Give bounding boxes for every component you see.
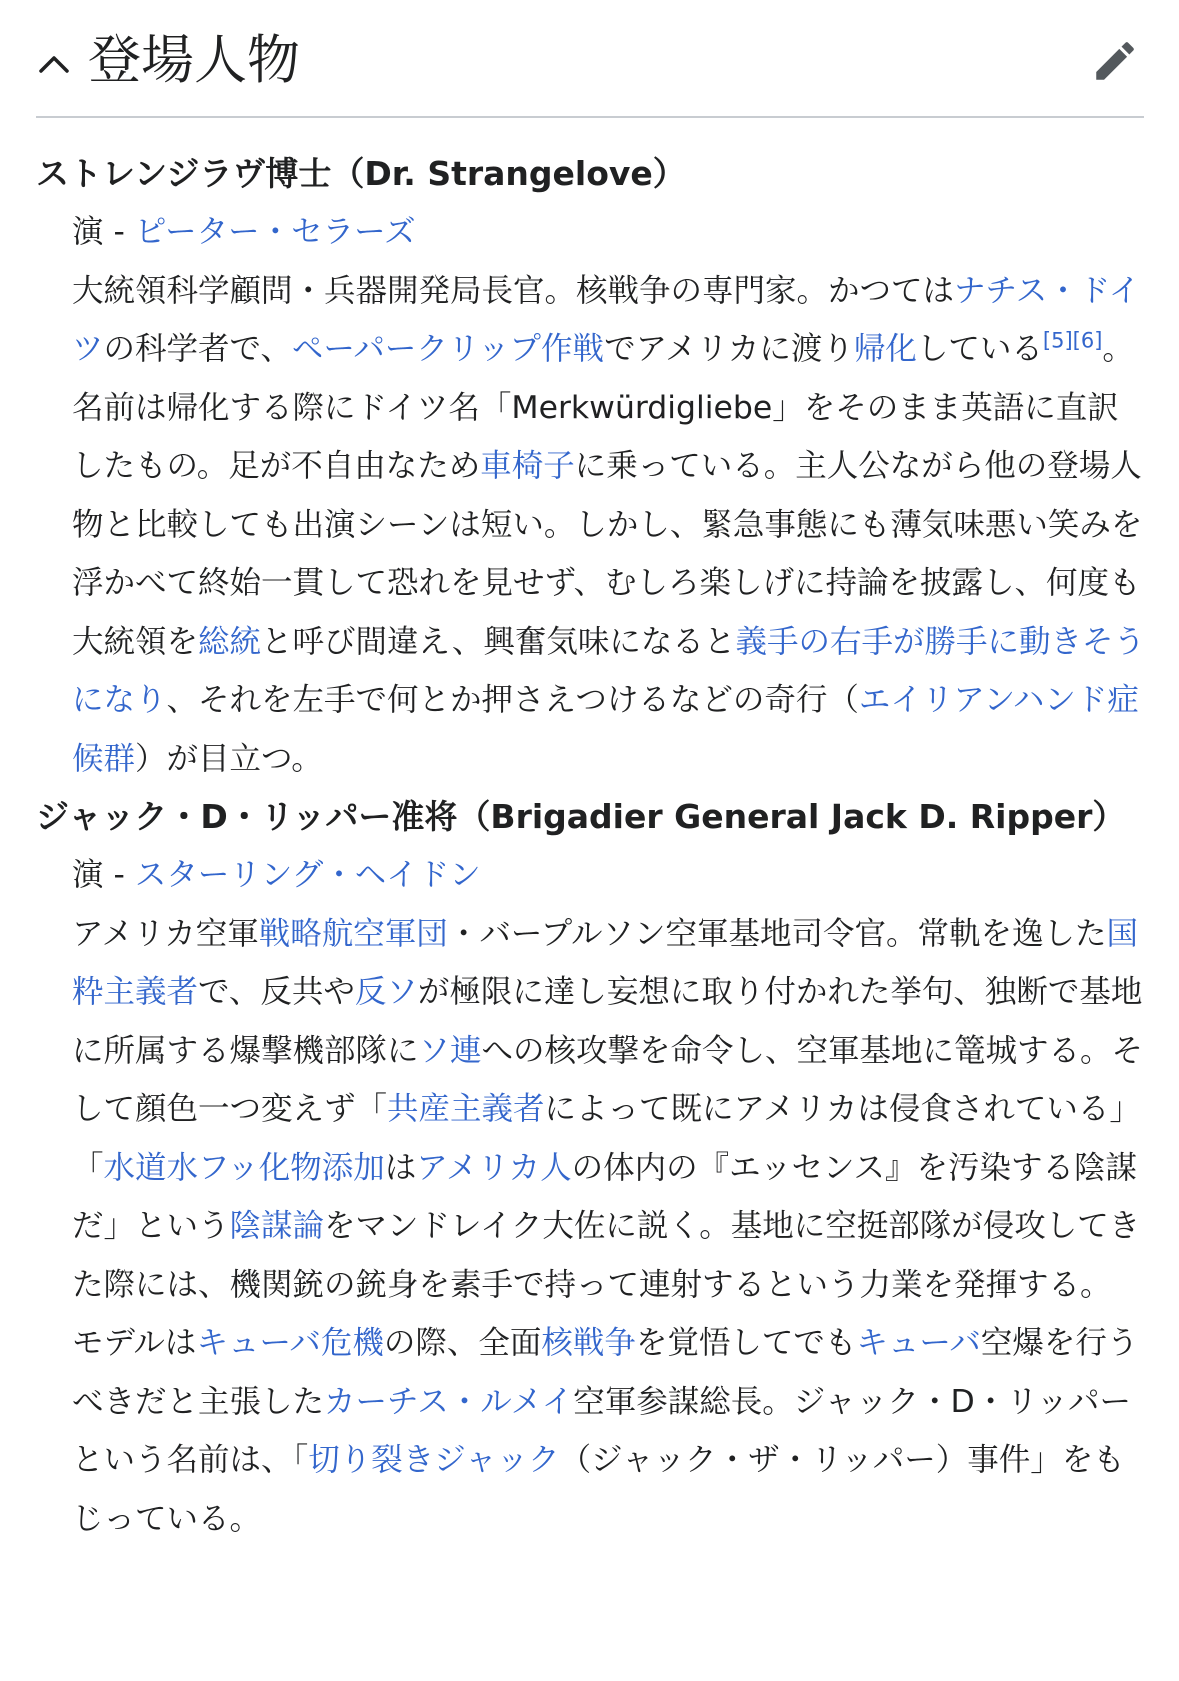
text: は	[384, 1149, 417, 1186]
link-nuclear-war[interactable]: 核戦争	[541, 1325, 636, 1361]
section-title: 登場人物	[88, 30, 300, 91]
text: が極限に達し妄想に取り付かれた挙句、独断で基地に所属する爆撃機部隊に	[72, 974, 1143, 1069]
text: している	[916, 331, 1043, 367]
character-description	[72, 905, 1146, 1315]
text: の体内の『エッセンス』を汚染する陰謀だ」という	[72, 1149, 1138, 1244]
link-curtis-lemay[interactable]: カーチス・ルメイ	[324, 1383, 574, 1420]
text: 大統領科学顧問・兵器開発局長官。核戦争の専門家。かつては	[72, 272, 955, 309]
section-header[interactable]	[36, 18, 1144, 118]
link-nationalist[interactable]: 国粋主義者	[72, 915, 1138, 1010]
link-alien-hand-syndrome[interactable]: エイリアンハンド症候群	[72, 682, 1139, 777]
text: を覚悟してでも	[635, 1325, 857, 1361]
character-name: ジャック・D・リッパー准将（Brigadier General Jack D. Ripper）	[36, 797, 1126, 836]
link-communist[interactable]: 共産主義者	[387, 1091, 545, 1127]
text: の際、全面	[383, 1325, 542, 1361]
text: をマンドレイク大佐に説く。基地に空挺部隊が侵攻してきた際には、機関銃の銃身を素手で持って連射するという力業を発揮する。	[72, 1208, 1141, 1303]
text: 空軍参謀総長。ジャック・D・リッパーという名前は、「	[72, 1383, 1132, 1478]
actor-prefix: 演 -	[72, 214, 135, 250]
character-details	[72, 203, 1146, 788]
reference-6[interactable]: [6]	[1072, 328, 1103, 353]
character-description	[72, 262, 1146, 789]
chevron-up-icon[interactable]	[36, 46, 72, 82]
character-list	[36, 145, 1146, 1548]
pencil-icon[interactable]	[1090, 36, 1140, 86]
link-naturalization[interactable]: 帰化	[853, 331, 917, 367]
link-operation-paperclip[interactable]: ペーパークリップ作戦	[291, 331, 605, 367]
text: によって既にアメリカは侵食されている」「	[72, 1091, 1141, 1186]
text: ）が目立つ。	[135, 740, 323, 777]
link-conspiracy-theory[interactable]: 陰謀論	[229, 1208, 325, 1244]
text: と呼び間違え、興奮気味になると	[261, 623, 736, 660]
character-name: ストレンジラヴ博士（Dr. Strangelove）	[36, 154, 686, 193]
link-soviet-union[interactable]: ソ連	[418, 1032, 482, 1069]
text: ・バープルソン空軍基地司令官。常軌を逸した	[447, 915, 1107, 952]
link-americans[interactable]: アメリカ人	[416, 1149, 572, 1186]
text: モデルは	[72, 1325, 197, 1361]
text: の科学者で、	[103, 331, 292, 367]
link-nazi-germany[interactable]: ナチス・ドイツ	[72, 272, 1141, 367]
link-cuba[interactable]: キューバ	[856, 1325, 981, 1361]
text: に乗っている。主人公ながら他の登場人物と比較しても出演シーンは短い。しかし、緊急事態にも薄気味悪い笑みを浮かべて終始一貫して恐れを見せず、むしろ楽しげに持論を披露し、何度も大統領を	[72, 448, 1143, 660]
actor-line	[72, 203, 1146, 262]
reference-5[interactable]: [5]	[1042, 328, 1073, 353]
link-jack-the-ripper[interactable]: 切り裂きジャック	[308, 1442, 560, 1478]
link-strategic-air-command[interactable]: 戦略航空軍団	[258, 915, 448, 952]
actor-prefix: 演 -	[72, 857, 135, 893]
link-cuban-missile-crisis[interactable]: キューバ危機	[196, 1325, 384, 1361]
text: 空爆を行うべきだと主張した	[72, 1325, 1139, 1420]
text: （ジャック・ザ・リッパー）事件」をもじっている。	[72, 1442, 1125, 1537]
actor-link[interactable]: スターリング・ヘイドン	[134, 857, 481, 893]
text: への核攻撃を命令し、空軍基地に篭城する。そして顔色一つ変えず「	[72, 1032, 1144, 1127]
link-anti-soviet[interactable]: 反ソ	[354, 974, 418, 1010]
character-model-note	[72, 1314, 1146, 1548]
link-fuhrer[interactable]: 総統	[198, 623, 262, 660]
text: で、反共や	[198, 974, 355, 1010]
actor-line	[72, 846, 1146, 905]
text: 。名前は帰化する際にドイツ名「Merkwürdigliebe」をそのまま英語に直訳したもの。足が不自由なため	[72, 331, 1134, 484]
link-wheelchair[interactable]: 車椅子	[480, 448, 575, 484]
link-prosthetic-hand[interactable]: 義手の右手が勝手に動きそうになり	[72, 623, 1145, 718]
link-water-fluoridation[interactable]: 水道水フッ化物添加	[103, 1149, 385, 1186]
character-details	[72, 846, 1146, 1548]
text: アメリカ空軍	[72, 915, 259, 952]
actor-link[interactable]: ピーター・セラーズ	[134, 214, 416, 250]
text: でアメリカに渡り	[604, 331, 854, 367]
text: 、それを左手で何とか押さえつけるなどの奇行（	[166, 682, 859, 718]
